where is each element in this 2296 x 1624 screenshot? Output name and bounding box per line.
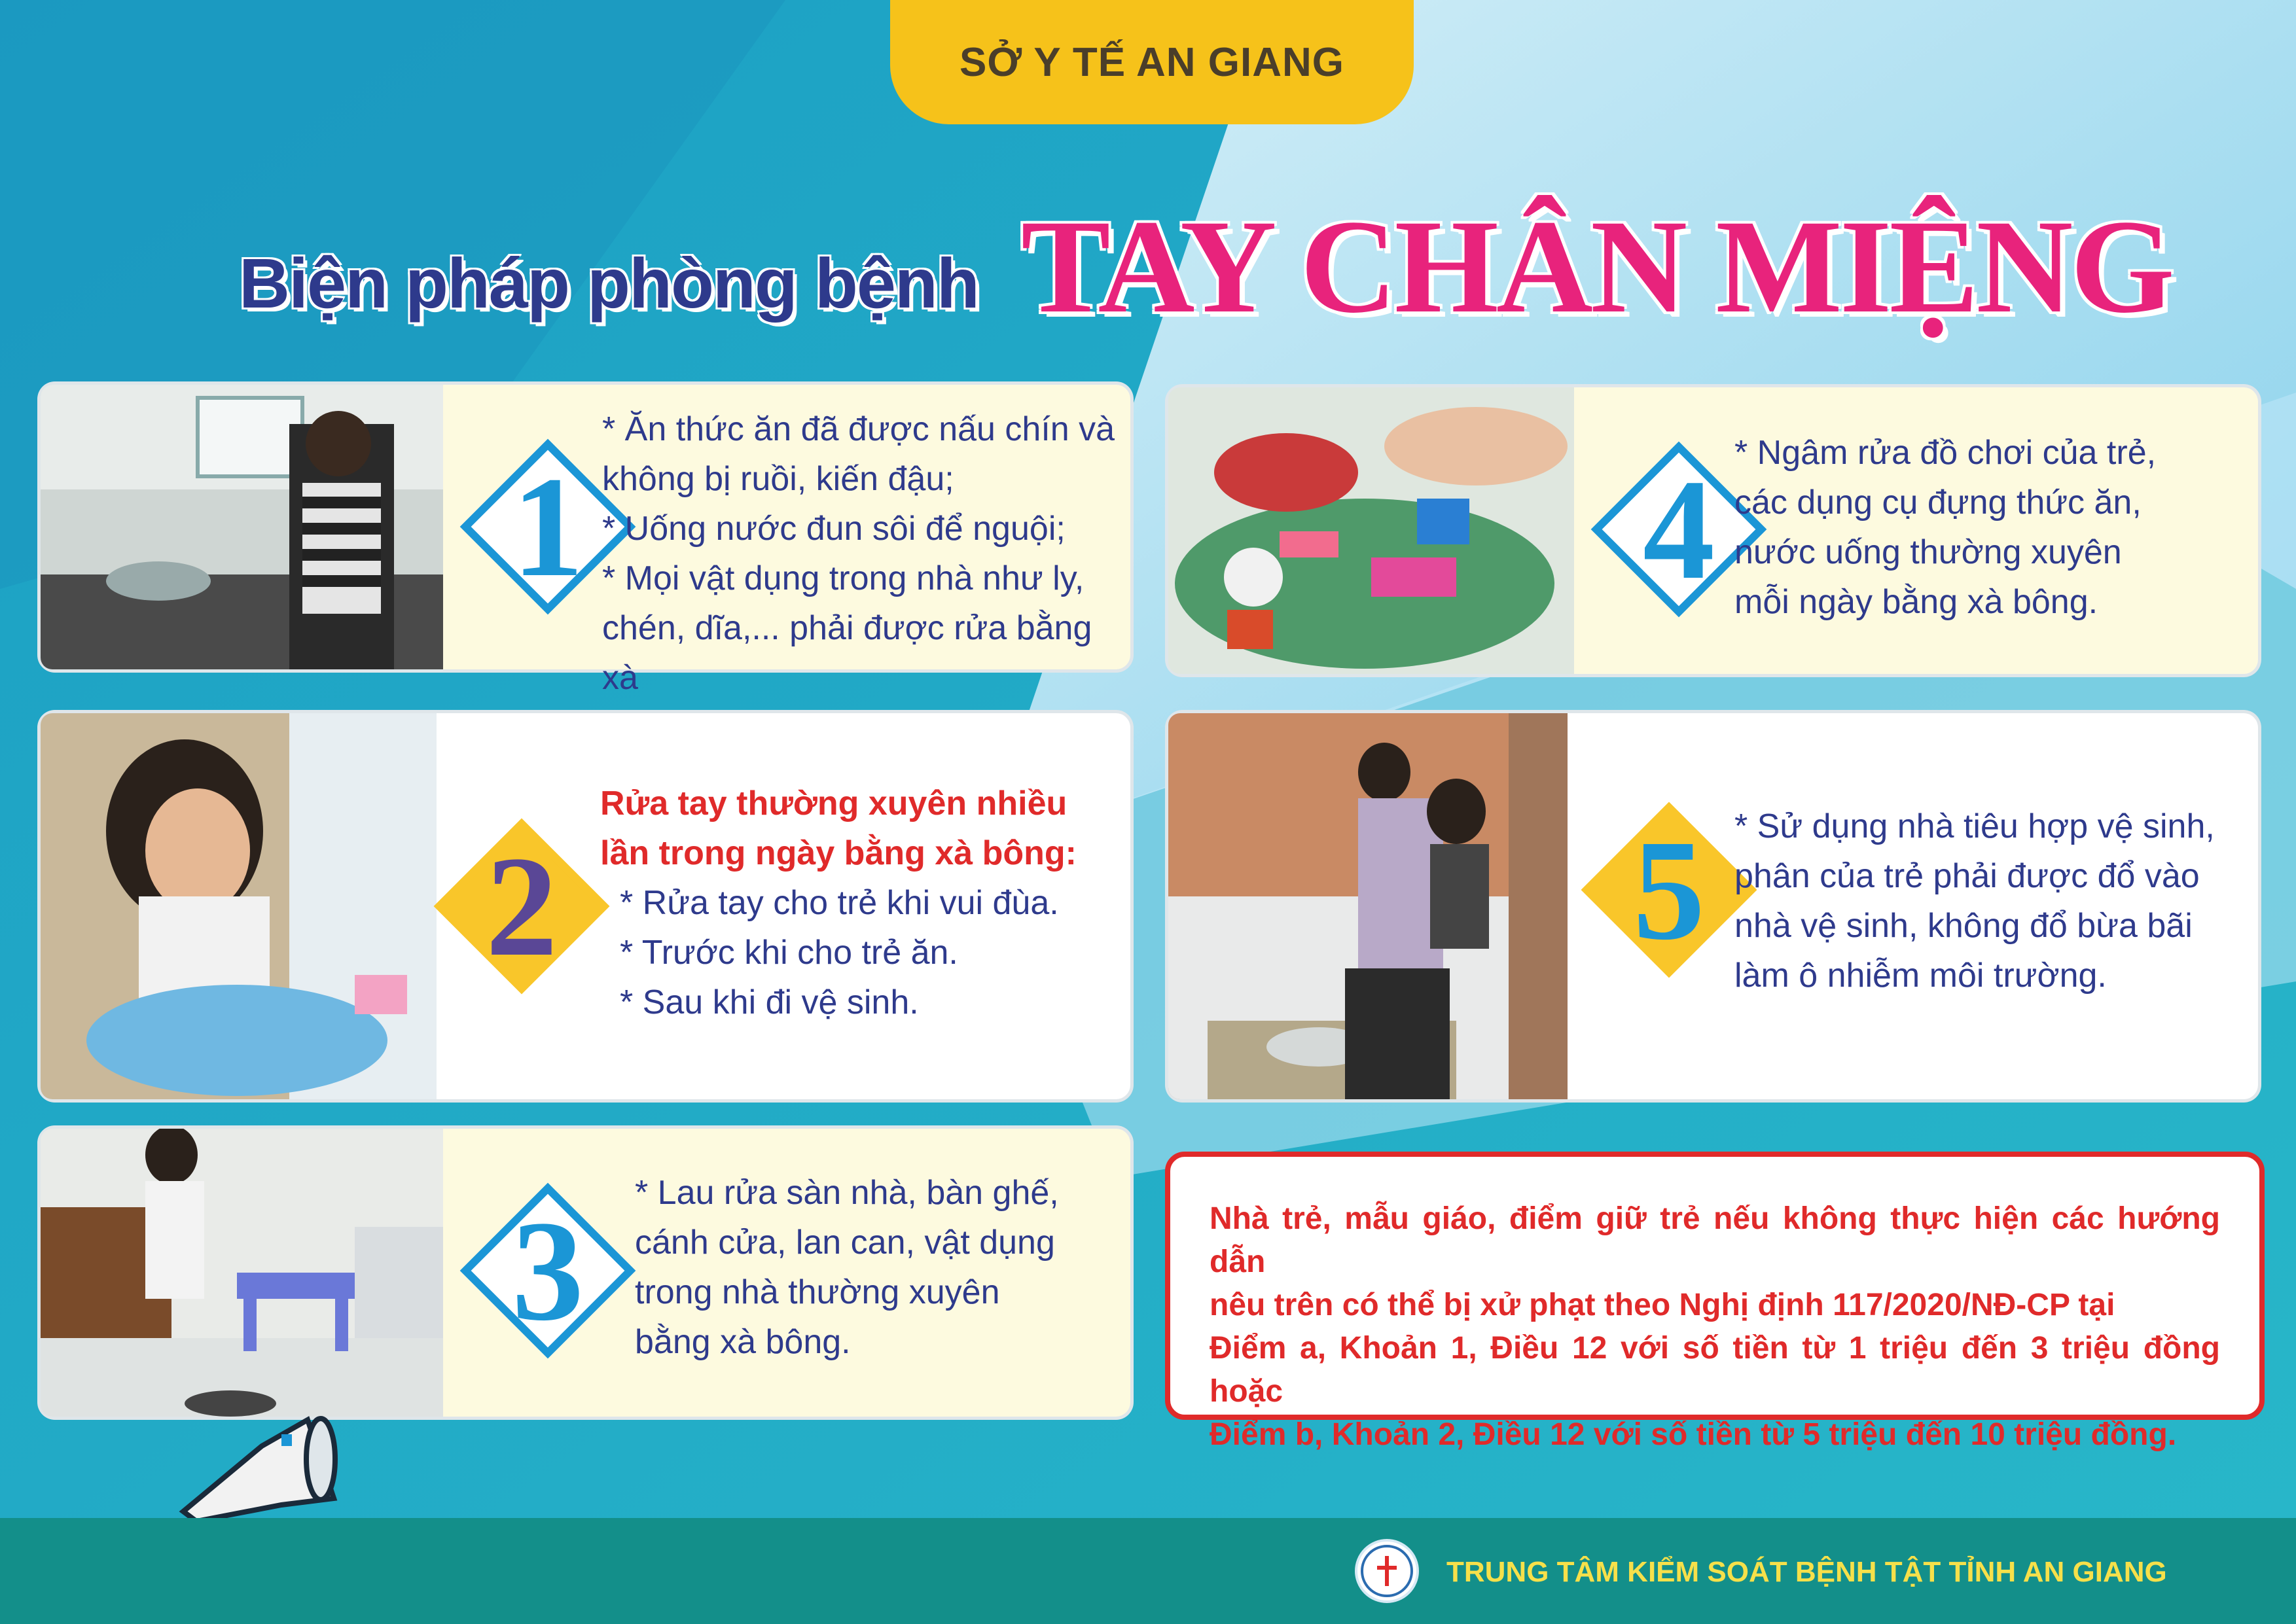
number-4: 4 bbox=[1643, 449, 1715, 609]
photo-toilet bbox=[1168, 713, 1568, 1099]
card-5 bbox=[1168, 713, 2258, 1099]
card-1-line-4: * Mọi vật dụng trong nhà như ly, bbox=[602, 559, 1085, 597]
warning-notice bbox=[1165, 1152, 2265, 1452]
warning-line-2: nêu trên có thể bị xử phạt theo Nghị định 117/2020/NĐ-CP tại bbox=[1210, 1288, 2115, 1322]
mopping-photo-icon bbox=[41, 1129, 443, 1417]
card-2 bbox=[41, 713, 1130, 1099]
card-3-line-1: * Lau rửa sàn nhà, bàn ghế, bbox=[635, 1174, 1059, 1212]
cooking-photo-icon bbox=[41, 385, 443, 669]
number-2: 2 bbox=[486, 826, 558, 986]
photo-washing-toys bbox=[1168, 387, 1574, 674]
number-3: 3 bbox=[512, 1190, 584, 1350]
card-3 bbox=[41, 1129, 1130, 1417]
warning-line-3: Điểm a, Khoản 1, Điều 12 với số tiền từ 1 triệu đến 3 triệu đồng hoặc bbox=[1210, 1331, 2220, 1409]
megaphone-icon bbox=[157, 1407, 347, 1531]
card-2-heading-1: Rửa tay thường xuyên nhiều bbox=[600, 785, 1067, 822]
photo-mopping bbox=[41, 1129, 443, 1417]
card-2-text bbox=[600, 779, 1137, 1027]
card-1-line-5: chén, dĩa,... phải được rửa bằng xà bbox=[602, 609, 1092, 697]
title-prefix: Biện pháp phòng bệnh bbox=[239, 243, 978, 323]
warning-line-1: Nhà trẻ, mẫu giáo, điểm giữ trẻ nếu không thực hiện các hướng dẫn bbox=[1210, 1201, 2220, 1279]
card-4-line-2: các dụng cụ đựng thức ăn, bbox=[1734, 484, 2142, 521]
card-4-line-4: mỗi ngày bằng xà bông. bbox=[1734, 583, 2098, 621]
card-1-line-2: không bị ruồi, kiến đậu; bbox=[602, 460, 954, 498]
card-3-text bbox=[635, 1168, 1106, 1367]
card-2-heading-2: lần trong ngày bằng xà bông: bbox=[600, 834, 1077, 872]
header-banner bbox=[890, 0, 1414, 124]
card-2-line-1: * Rửa tay cho trẻ khi vui đùa. bbox=[620, 884, 1059, 922]
card-1 bbox=[41, 385, 1130, 697]
handwashing-photo-icon bbox=[41, 713, 437, 1099]
toilet-photo-icon bbox=[1168, 713, 1568, 1099]
number-1: 1 bbox=[512, 446, 584, 607]
photo-handwashing bbox=[41, 713, 437, 1099]
card-3-line-4: bằng xà bông. bbox=[635, 1323, 851, 1361]
cdc-logo-icon bbox=[1355, 1539, 1419, 1603]
card-5-line-4: làm ô nhiễm môi trường. bbox=[1734, 957, 2107, 995]
card-3-line-3: trong nhà thường xuyên bbox=[635, 1273, 1000, 1311]
photo-cooking bbox=[41, 385, 443, 669]
title-disease: TAY CHÂN MIỆNG bbox=[1021, 192, 2172, 341]
washing-toys-photo-icon bbox=[1168, 387, 1574, 674]
warning-line-4: Điểm b, Khoản 2, Điều 12 với số tiền từ 5 triệu đến 10 triệu đồng. bbox=[1210, 1417, 2177, 1452]
card-1-text bbox=[602, 404, 1119, 752]
card-2-line-3: * Sau khi đi vệ sinh. bbox=[620, 983, 919, 1021]
footer-organization: TRUNG TÂM KIỂM SOÁT BỆNH TẬT TỈNH AN GIANG bbox=[1446, 1556, 2167, 1588]
card-4-line-3: nước uống thường xuyên bbox=[1734, 533, 2122, 571]
card-1-line-3: * Uống nước đun sôi để nguội; bbox=[602, 510, 1066, 548]
card-1-line-1: * Ăn thức ăn đã được nấu chín và bbox=[602, 410, 1115, 448]
card-2-line-2: * Trước khi cho trẻ ăn. bbox=[620, 934, 958, 972]
card-4-line-1: * Ngâm rửa đồ chơi của trẻ, bbox=[1734, 434, 2157, 472]
card-5-line-1: * Sử dụng nhà tiêu hợp vệ sinh, bbox=[1734, 807, 2215, 845]
header-org-name: SỞ Y TẾ AN GIANG bbox=[960, 39, 1344, 85]
card-5-text bbox=[1734, 802, 2232, 1000]
card-5-line-2: phân của trẻ phải được đổ vào bbox=[1734, 857, 2200, 895]
number-5: 5 bbox=[1633, 809, 1705, 970]
card-4-text bbox=[1734, 428, 2215, 627]
card-4 bbox=[1168, 387, 2258, 674]
card-3-line-2: cánh cửa, lan can, vật dụng bbox=[635, 1224, 1055, 1262]
card-5-line-3: nhà vệ sinh, không đổ bừa bãi bbox=[1734, 907, 2193, 945]
